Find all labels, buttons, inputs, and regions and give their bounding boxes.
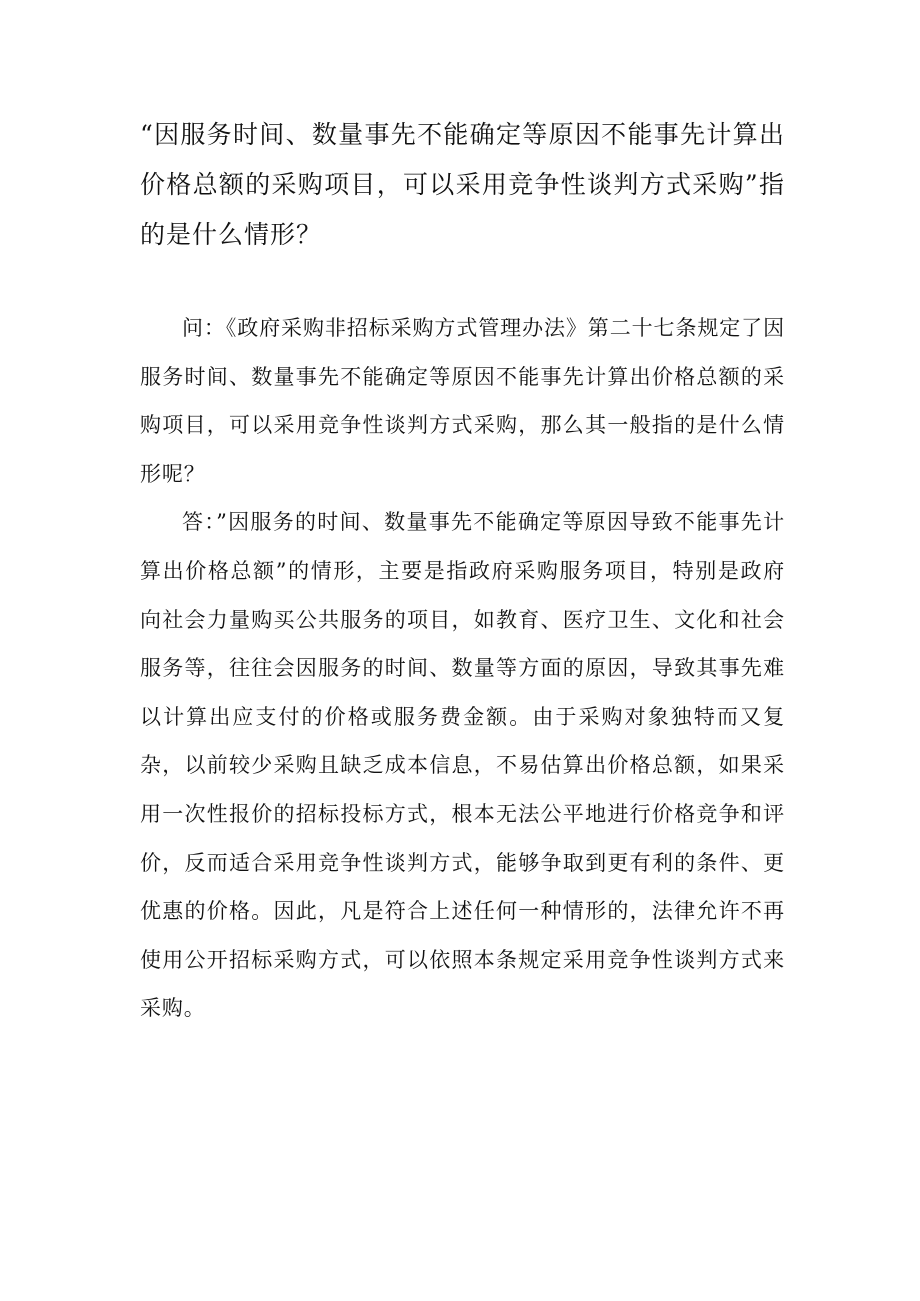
answer-paragraph: 答：”因服务的时间、数量事先不能确定等原因导致不能事先计算出价格总额”的情形，主要是指政府采购服务项目，特别是政府向社会力量购买公共服务的项目，如教育、医疗卫生、文化和社会服务等，往往会因服务的时间、数量等方面的原因，导致其事先难以计算出应支付的价格或服务费金额。由于采购对象独特而又复杂，以前较少采购且缺乏成本信息，不易估算出价格总额，如果采用一次性报价的招标投标方式，根本无法公平地进行价格竞争和评价，反而适合采用竞争性谈判方式，能够争取到更有利的条件、更优惠的价格。因此，凡是符合上述任何一种情形的，法律允许不再使用公开招标采购方式，可以依照本条规定采用竞争性谈判方式来采购。	[140, 510, 785, 1021]
document-title: “因服务时间、数量事先不能确定等原因不能事先计算出价格总额的采购项目，可以采用竞争性谈判方式采购”指的是什么情形？	[140, 120, 785, 249]
document-body	[140, 304, 785, 1033]
question-paragraph: 问：《政府采购非招标采购方式管理办法》第二十七条规定了因服务时间、数量事先不能确定等原因不能事先计算出价格总额的采购项目，可以采用竞争性谈判方式采购，那么其一般指的是什么情形呢？	[140, 316, 785, 486]
